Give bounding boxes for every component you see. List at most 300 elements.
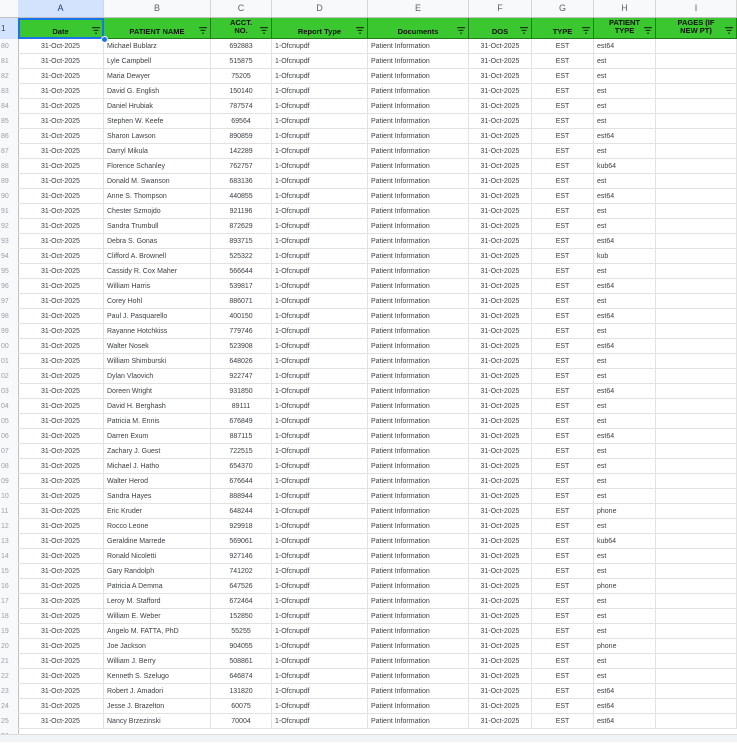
cell-acct-no[interactable]: 672464 <box>211 594 272 609</box>
cell-patient-type[interactable]: est64 <box>594 684 656 699</box>
cell-patient-type[interactable]: kub64 <box>594 159 656 174</box>
cell-acct-no[interactable]: 539817 <box>211 279 272 294</box>
cell-patient-name[interactable]: Clifford A. Brownell <box>104 249 211 264</box>
cell-date[interactable]: 31-Oct-2025 <box>18 594 104 609</box>
filter-icon[interactable] <box>92 27 100 34</box>
cell-patient-type[interactable]: est64 <box>594 309 656 324</box>
cell-pages[interactable] <box>656 324 737 339</box>
cell-pages[interactable] <box>656 54 737 69</box>
filter-icon[interactable] <box>520 27 528 34</box>
cell-date[interactable]: 31-Oct-2025 <box>18 84 104 99</box>
cell-patient-name[interactable]: Jesse J. Brazelton <box>104 699 211 714</box>
cell-documents[interactable]: Patient Information <box>368 594 469 609</box>
column-letter-f[interactable]: F <box>469 0 532 17</box>
cell-type[interactable]: EST <box>532 504 594 519</box>
cell-documents[interactable]: Patient Information <box>368 39 469 54</box>
cell-date[interactable]: 31-Oct-2025 <box>18 264 104 279</box>
row-number[interactable]: 92 <box>1 223 9 230</box>
cell-pages[interactable] <box>656 339 737 354</box>
cell-date[interactable]: 31-Oct-2025 <box>18 519 104 534</box>
cell-type[interactable]: EST <box>532 399 594 414</box>
cell-acct-no[interactable]: 569061 <box>211 534 272 549</box>
cell-documents[interactable]: Patient Information <box>368 639 469 654</box>
cell-report-type[interactable]: 1-Ofcnupdf <box>272 339 368 354</box>
cell-report-type[interactable]: 1-Ofcnupdf <box>272 399 368 414</box>
cell-patient-type[interactable]: est <box>594 69 656 84</box>
cell-date[interactable]: 31-Oct-2025 <box>18 69 104 84</box>
filter-icon[interactable] <box>582 27 590 34</box>
cell-report-type[interactable]: 1-Ofcnupdf <box>272 144 368 159</box>
cell-patient-name[interactable]: Michael Bublarz <box>104 39 211 54</box>
cell-date[interactable]: 31-Oct-2025 <box>18 309 104 324</box>
cell-pages[interactable] <box>656 234 737 249</box>
header-documents[interactable] <box>368 18 469 39</box>
cell-acct-no[interactable]: 69564 <box>211 114 272 129</box>
cell-type[interactable]: EST <box>532 474 594 489</box>
cell-report-type[interactable]: 1-Ofcnupdf <box>272 309 368 324</box>
cell-acct-no[interactable]: 647526 <box>211 579 272 594</box>
cell-acct-no[interactable]: 150140 <box>211 84 272 99</box>
cell-date[interactable]: 31-Oct-2025 <box>18 399 104 414</box>
cell-patient-name[interactable]: Angelo M. FATTA, PhD <box>104 624 211 639</box>
cell-documents[interactable]: Patient Information <box>368 384 469 399</box>
cell-date[interactable]: 31-Oct-2025 <box>18 159 104 174</box>
cell-pages[interactable] <box>656 174 737 189</box>
cell-documents[interactable]: Patient Information <box>368 474 469 489</box>
cell-acct-no[interactable]: 60075 <box>211 699 272 714</box>
cell-patient-type[interactable]: est <box>594 84 656 99</box>
cell-acct-no[interactable]: 692883 <box>211 39 272 54</box>
cell-documents[interactable]: Patient Information <box>368 459 469 474</box>
cell-documents[interactable]: Patient Information <box>368 699 469 714</box>
filter-icon[interactable] <box>457 27 465 34</box>
filter-icon[interactable] <box>356 27 364 34</box>
cell-report-type[interactable]: 1-Ofcnupdf <box>272 684 368 699</box>
cell-dos[interactable]: 31-Oct-2025 <box>469 354 532 369</box>
cell-date[interactable]: 31-Oct-2025 <box>18 249 104 264</box>
row-number[interactable]: 21 <box>1 658 9 665</box>
row-number[interactable]: 85 <box>1 118 9 125</box>
cell-patient-type[interactable]: est64 <box>594 429 656 444</box>
cell-pages[interactable] <box>656 519 737 534</box>
cell-patient-type[interactable]: phone <box>594 504 656 519</box>
cell-acct-no[interactable]: 927146 <box>211 549 272 564</box>
cell-date[interactable]: 31-Oct-2025 <box>18 114 104 129</box>
cell-pages[interactable] <box>656 279 737 294</box>
cell-report-type[interactable]: 1-Ofcnupdf <box>272 174 368 189</box>
cell-type[interactable]: EST <box>532 159 594 174</box>
cell-documents[interactable]: Patient Information <box>368 714 469 729</box>
cell-patient-name[interactable]: Patricia M. Ennis <box>104 414 211 429</box>
cell-patient-name[interactable]: Michael J. Hatho <box>104 459 211 474</box>
cell-patient-type[interactable]: est <box>594 204 656 219</box>
cell-report-type[interactable]: 1-Ofcnupdf <box>272 219 368 234</box>
cell-patient-name[interactable]: Dylan Vlaovich <box>104 369 211 384</box>
cell-acct-no[interactable]: 893715 <box>211 234 272 249</box>
cell-dos[interactable]: 31-Oct-2025 <box>469 639 532 654</box>
cell-documents[interactable]: Patient Information <box>368 159 469 174</box>
cell-pages[interactable] <box>656 459 737 474</box>
cell-acct-no[interactable]: 648026 <box>211 354 272 369</box>
cell-patient-type[interactable]: est <box>594 564 656 579</box>
cell-dos[interactable]: 31-Oct-2025 <box>469 684 532 699</box>
cell-patient-type[interactable]: est64 <box>594 714 656 729</box>
cell-type[interactable]: EST <box>532 534 594 549</box>
cell-documents[interactable]: Patient Information <box>368 369 469 384</box>
cell-date[interactable]: 31-Oct-2025 <box>18 354 104 369</box>
cell-dos[interactable]: 31-Oct-2025 <box>469 579 532 594</box>
cell-acct-no[interactable]: 787574 <box>211 99 272 114</box>
cell-date[interactable]: 31-Oct-2025 <box>18 99 104 114</box>
header-dos[interactable] <box>469 18 532 39</box>
cell-acct-no[interactable]: 89111 <box>211 399 272 414</box>
row-number[interactable]: 81 <box>1 58 9 65</box>
cell-pages[interactable] <box>656 204 737 219</box>
row-number[interactable]: 18 <box>1 613 9 620</box>
cell-dos[interactable]: 31-Oct-2025 <box>469 369 532 384</box>
cell-documents[interactable]: Patient Information <box>368 399 469 414</box>
cell-patient-name[interactable]: Sharon Lawson <box>104 129 211 144</box>
header-acct-no[interactable] <box>211 18 272 39</box>
cell-report-type[interactable]: 1-Ofcnupdf <box>272 264 368 279</box>
cell-patient-name[interactable]: William Shimburski <box>104 354 211 369</box>
cell-dos[interactable]: 31-Oct-2025 <box>469 534 532 549</box>
cell-type[interactable]: EST <box>532 309 594 324</box>
cell-date[interactable]: 31-Oct-2025 <box>18 174 104 189</box>
cell-patient-type[interactable]: phone <box>594 639 656 654</box>
cell-patient-type[interactable]: est <box>594 414 656 429</box>
cell-patient-name[interactable]: Donald M. Swanson <box>104 174 211 189</box>
cell-acct-no[interactable]: 890859 <box>211 129 272 144</box>
cell-pages[interactable] <box>656 99 737 114</box>
cell-report-type[interactable]: 1-Ofcnupdf <box>272 384 368 399</box>
cell-acct-no[interactable]: 525322 <box>211 249 272 264</box>
cell-dos[interactable]: 31-Oct-2025 <box>469 609 532 624</box>
cell-pages[interactable] <box>656 354 737 369</box>
cell-pages[interactable] <box>656 639 737 654</box>
cell-dos[interactable]: 31-Oct-2025 <box>469 39 532 54</box>
cell-acct-no[interactable]: 683136 <box>211 174 272 189</box>
row-number[interactable]: 93 <box>1 238 9 245</box>
row-number[interactable]: 01 <box>1 358 9 365</box>
cell-documents[interactable]: Patient Information <box>368 654 469 669</box>
cell-acct-no[interactable]: 888944 <box>211 489 272 504</box>
cell-patient-type[interactable]: kub64 <box>594 534 656 549</box>
cell-documents[interactable]: Patient Information <box>368 144 469 159</box>
cell-report-type[interactable]: 1-Ofcnupdf <box>272 489 368 504</box>
cell-pages[interactable] <box>656 114 737 129</box>
cell-type[interactable]: EST <box>532 429 594 444</box>
cell-report-type[interactable]: 1-Ofcnupdf <box>272 279 368 294</box>
cell-date[interactable]: 31-Oct-2025 <box>18 204 104 219</box>
cell-acct-no[interactable]: 676849 <box>211 414 272 429</box>
cell-documents[interactable]: Patient Information <box>368 279 469 294</box>
cell-date[interactable]: 31-Oct-2025 <box>18 579 104 594</box>
cell-patient-type[interactable]: est64 <box>594 279 656 294</box>
cell-documents[interactable]: Patient Information <box>368 204 469 219</box>
cell-patient-name[interactable]: Maria Dewyer <box>104 69 211 84</box>
cell-patient-name[interactable]: Florence Schanley <box>104 159 211 174</box>
cell-acct-no[interactable]: 646874 <box>211 669 272 684</box>
cell-type[interactable]: EST <box>532 99 594 114</box>
cell-patient-type[interactable]: est64 <box>594 234 656 249</box>
cell-report-type[interactable]: 1-Ofcnupdf <box>272 414 368 429</box>
cell-type[interactable]: EST <box>532 339 594 354</box>
cell-report-type[interactable]: 1-Ofcnupdf <box>272 624 368 639</box>
row-number[interactable]: 16 <box>1 583 9 590</box>
cell-type[interactable]: EST <box>532 294 594 309</box>
header-patient-name[interactable] <box>104 18 211 39</box>
cell-dos[interactable]: 31-Oct-2025 <box>469 219 532 234</box>
cell-pages[interactable] <box>656 654 737 669</box>
cell-acct-no[interactable]: 70004 <box>211 714 272 729</box>
cell-patient-name[interactable]: Anne S. Thompson <box>104 189 211 204</box>
cell-patient-name[interactable]: Paul J. Pasquarello <box>104 309 211 324</box>
cell-date[interactable]: 31-Oct-2025 <box>18 369 104 384</box>
cell-type[interactable]: EST <box>532 114 594 129</box>
cell-pages[interactable] <box>656 144 737 159</box>
cell-date[interactable]: 31-Oct-2025 <box>18 294 104 309</box>
row-number[interactable]: 84 <box>1 103 9 110</box>
cell-date[interactable]: 31-Oct-2025 <box>18 549 104 564</box>
cell-dos[interactable]: 31-Oct-2025 <box>469 339 532 354</box>
row-number[interactable]: 10 <box>1 493 9 500</box>
cell-dos[interactable]: 31-Oct-2025 <box>469 189 532 204</box>
row-number[interactable]: 05 <box>1 418 9 425</box>
cell-documents[interactable]: Patient Information <box>368 324 469 339</box>
cell-documents[interactable]: Patient Information <box>368 294 469 309</box>
cell-patient-name[interactable]: Sandra Hayes <box>104 489 211 504</box>
cell-pages[interactable] <box>656 429 737 444</box>
cell-acct-no[interactable]: 722515 <box>211 444 272 459</box>
cell-documents[interactable]: Patient Information <box>368 684 469 699</box>
cell-acct-no[interactable]: 741202 <box>211 564 272 579</box>
cell-type[interactable]: EST <box>532 519 594 534</box>
cell-report-type[interactable]: 1-Ofcnupdf <box>272 234 368 249</box>
cell-type[interactable]: EST <box>532 459 594 474</box>
cell-acct-no[interactable]: 508861 <box>211 654 272 669</box>
cell-acct-no[interactable]: 654370 <box>211 459 272 474</box>
cell-report-type[interactable]: 1-Ofcnupdf <box>272 189 368 204</box>
cell-type[interactable]: EST <box>532 129 594 144</box>
cell-patient-name[interactable]: Eric Kruder <box>104 504 211 519</box>
row-number[interactable]: 91 <box>1 208 9 215</box>
cell-dos[interactable]: 31-Oct-2025 <box>469 324 532 339</box>
cell-report-type[interactable]: 1-Ofcnupdf <box>272 699 368 714</box>
header-type[interactable] <box>532 18 594 39</box>
cell-patient-type[interactable]: est <box>594 54 656 69</box>
cell-pages[interactable] <box>656 69 737 84</box>
cell-patient-type[interactable]: est <box>594 459 656 474</box>
header-report-type[interactable] <box>272 18 368 39</box>
cell-patient-name[interactable]: Ronald Nicoletti <box>104 549 211 564</box>
cell-pages[interactable] <box>656 414 737 429</box>
cell-patient-type[interactable]: est <box>594 174 656 189</box>
cell-patient-type[interactable]: est64 <box>594 384 656 399</box>
cell-patient-name[interactable]: Lyle Campbell <box>104 54 211 69</box>
cell-patient-name[interactable]: Zachary J. Guest <box>104 444 211 459</box>
cell-pages[interactable] <box>656 474 737 489</box>
cell-patient-name[interactable]: Rocco Leone <box>104 519 211 534</box>
cell-dos[interactable]: 31-Oct-2025 <box>469 174 532 189</box>
row-number[interactable]: 95 <box>1 268 9 275</box>
row-number[interactable]: 1 <box>0 18 18 39</box>
cell-documents[interactable]: Patient Information <box>368 69 469 84</box>
cell-dos[interactable]: 31-Oct-2025 <box>469 69 532 84</box>
cell-pages[interactable] <box>656 489 737 504</box>
cell-report-type[interactable]: 1-Ofcnupdf <box>272 69 368 84</box>
cell-type[interactable]: EST <box>532 144 594 159</box>
row-number[interactable]: 03 <box>1 388 9 395</box>
cell-acct-no[interactable]: 400150 <box>211 309 272 324</box>
column-letter-e[interactable]: E <box>368 0 469 17</box>
cell-date[interactable]: 31-Oct-2025 <box>18 429 104 444</box>
cell-type[interactable]: EST <box>532 654 594 669</box>
cell-documents[interactable]: Patient Information <box>368 219 469 234</box>
cell-documents[interactable]: Patient Information <box>368 669 469 684</box>
cell-patient-name[interactable]: Corey Hohl <box>104 294 211 309</box>
cell-acct-no[interactable]: 931850 <box>211 384 272 399</box>
cell-pages[interactable] <box>656 444 737 459</box>
cell-patient-name[interactable]: Darren Exum <box>104 429 211 444</box>
row-number[interactable]: 25 <box>1 718 9 725</box>
cell-patient-name[interactable]: Stephen W. Keefe <box>104 114 211 129</box>
cell-date[interactable]: 31-Oct-2025 <box>18 339 104 354</box>
cell-documents[interactable]: Patient Information <box>368 114 469 129</box>
cell-documents[interactable]: Patient Information <box>368 624 469 639</box>
cell-type[interactable]: EST <box>532 594 594 609</box>
row-number[interactable]: 11 <box>1 508 9 515</box>
cell-type[interactable]: EST <box>532 249 594 264</box>
cell-date[interactable]: 31-Oct-2025 <box>18 324 104 339</box>
cell-type[interactable]: EST <box>532 639 594 654</box>
cell-pages[interactable] <box>656 84 737 99</box>
cell-dos[interactable]: 31-Oct-2025 <box>469 594 532 609</box>
cell-documents[interactable]: Patient Information <box>368 519 469 534</box>
cell-pages[interactable] <box>656 39 737 54</box>
row-number[interactable]: 17 <box>1 598 9 605</box>
cell-patient-name[interactable]: Walter Nosek <box>104 339 211 354</box>
row-number[interactable]: 07 <box>1 448 9 455</box>
cell-dos[interactable]: 31-Oct-2025 <box>469 669 532 684</box>
cell-dos[interactable]: 31-Oct-2025 <box>469 519 532 534</box>
cell-documents[interactable]: Patient Information <box>368 354 469 369</box>
row-number[interactable]: 23 <box>1 688 9 695</box>
cell-date[interactable]: 31-Oct-2025 <box>18 444 104 459</box>
cell-dos[interactable]: 31-Oct-2025 <box>469 84 532 99</box>
cell-documents[interactable]: Patient Information <box>368 189 469 204</box>
filter-icon[interactable] <box>725 27 733 34</box>
cell-documents[interactable]: Patient Information <box>368 609 469 624</box>
cell-pages[interactable] <box>656 669 737 684</box>
cell-patient-type[interactable]: est <box>594 624 656 639</box>
cell-report-type[interactable]: 1-Ofcnupdf <box>272 519 368 534</box>
cell-date[interactable]: 31-Oct-2025 <box>18 684 104 699</box>
cell-type[interactable]: EST <box>532 699 594 714</box>
cell-documents[interactable]: Patient Information <box>368 579 469 594</box>
cell-patient-type[interactable]: est <box>594 324 656 339</box>
cell-pages[interactable] <box>656 594 737 609</box>
cell-date[interactable]: 31-Oct-2025 <box>18 384 104 399</box>
cell-patient-type[interactable]: est <box>594 549 656 564</box>
cell-dos[interactable]: 31-Oct-2025 <box>469 279 532 294</box>
cell-type[interactable]: EST <box>532 384 594 399</box>
cell-report-type[interactable]: 1-Ofcnupdf <box>272 444 368 459</box>
cell-documents[interactable]: Patient Information <box>368 504 469 519</box>
cell-acct-no[interactable]: 676644 <box>211 474 272 489</box>
cell-date[interactable]: 31-Oct-2025 <box>18 234 104 249</box>
cell-patient-name[interactable]: Sandra Trumbull <box>104 219 211 234</box>
row-number[interactable]: 20 <box>1 643 9 650</box>
cell-report-type[interactable]: 1-Ofcnupdf <box>272 129 368 144</box>
cell-dos[interactable]: 31-Oct-2025 <box>469 159 532 174</box>
row-number[interactable]: 98 <box>1 313 9 320</box>
cell-pages[interactable] <box>656 219 737 234</box>
cell-patient-name[interactable]: Robert J. Amadori <box>104 684 211 699</box>
cell-pages[interactable] <box>656 534 737 549</box>
column-letter-i[interactable]: I <box>656 0 737 17</box>
cell-documents[interactable]: Patient Information <box>368 414 469 429</box>
cell-date[interactable]: 31-Oct-2025 <box>18 474 104 489</box>
cell-report-type[interactable]: 1-Ofcnupdf <box>272 159 368 174</box>
cell-date[interactable]: 31-Oct-2025 <box>18 129 104 144</box>
cell-report-type[interactable]: 1-Ofcnupdf <box>272 549 368 564</box>
cell-patient-type[interactable]: est64 <box>594 189 656 204</box>
cell-patient-name[interactable]: William Harris <box>104 279 211 294</box>
row-number[interactable]: 00 <box>1 343 9 350</box>
cell-dos[interactable]: 31-Oct-2025 <box>469 309 532 324</box>
cell-patient-type[interactable]: est <box>594 294 656 309</box>
cell-date[interactable]: 31-Oct-2025 <box>18 639 104 654</box>
cell-type[interactable]: EST <box>532 69 594 84</box>
cell-dos[interactable]: 31-Oct-2025 <box>469 414 532 429</box>
cell-type[interactable]: EST <box>532 609 594 624</box>
cell-report-type[interactable]: 1-Ofcnupdf <box>272 429 368 444</box>
cell-patient-name[interactable]: Rayanne Hotchkiss <box>104 324 211 339</box>
cell-documents[interactable]: Patient Information <box>368 309 469 324</box>
cell-pages[interactable] <box>656 399 737 414</box>
row-number[interactable]: 80 <box>1 43 9 50</box>
cell-pages[interactable] <box>656 504 737 519</box>
cell-documents[interactable]: Patient Information <box>368 489 469 504</box>
cell-patient-name[interactable]: William E. Weber <box>104 609 211 624</box>
cell-patient-name[interactable]: Cassidy R. Cox Maher <box>104 264 211 279</box>
cell-documents[interactable]: Patient Information <box>368 54 469 69</box>
cell-dos[interactable]: 31-Oct-2025 <box>469 654 532 669</box>
row-number[interactable]: 02 <box>1 373 9 380</box>
cell-documents[interactable]: Patient Information <box>368 549 469 564</box>
cell-acct-no[interactable]: 566644 <box>211 264 272 279</box>
cell-type[interactable]: EST <box>532 369 594 384</box>
cell-report-type[interactable]: 1-Ofcnupdf <box>272 249 368 264</box>
cell-type[interactable]: EST <box>532 234 594 249</box>
cell-date[interactable]: 31-Oct-2025 <box>18 279 104 294</box>
cell-acct-no[interactable]: 131820 <box>211 684 272 699</box>
column-letter-b[interactable]: B <box>104 0 211 17</box>
cell-dos[interactable]: 31-Oct-2025 <box>469 624 532 639</box>
cell-acct-no[interactable]: 152850 <box>211 609 272 624</box>
cell-pages[interactable] <box>656 579 737 594</box>
row-number[interactable]: 90 <box>1 193 9 200</box>
cell-pages[interactable] <box>656 699 737 714</box>
cell-date[interactable]: 31-Oct-2025 <box>18 564 104 579</box>
cell-pages[interactable] <box>656 159 737 174</box>
cell-acct-no[interactable]: 886071 <box>211 294 272 309</box>
cell-documents[interactable]: Patient Information <box>368 564 469 579</box>
cell-report-type[interactable]: 1-Ofcnupdf <box>272 99 368 114</box>
cell-patient-name[interactable]: Patricia A Demma <box>104 579 211 594</box>
cell-patient-name[interactable]: Chester Szmojdo <box>104 204 211 219</box>
